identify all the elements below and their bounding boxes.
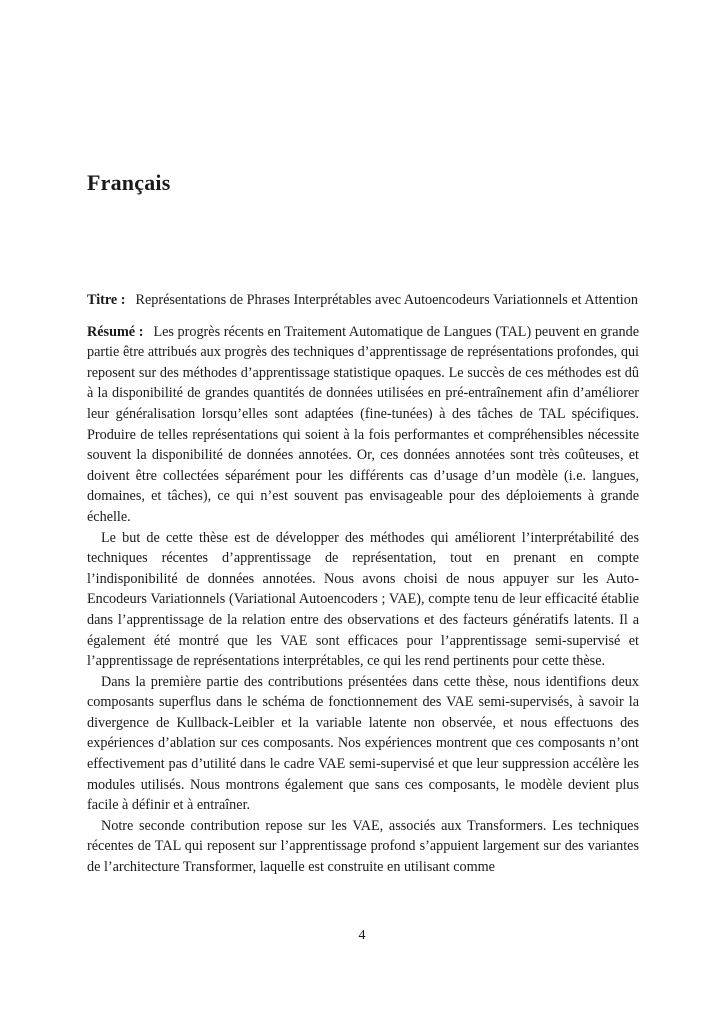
thesis-title-label: Titre : <box>87 292 126 308</box>
thesis-title-text: Représentations de Phrases Interprétables avec Autoencodeurs Variationnels et Attention <box>135 292 638 308</box>
abstract-label: Résumé : <box>87 323 144 340</box>
page-number: 4 <box>358 928 366 943</box>
abstract-paragraph-1 <box>87 322 639 528</box>
thesis-title-paragraph <box>87 290 639 311</box>
abstract-paragraph-4: Notre seconde contribution repose sur les VAE, associés aux Transformers. Les techniques récentes de TAL qui reposent sur l’apprentissage profond s’appuient largement sur des variantes de l’architecture Transformer, laquelle est construite en utilisant comme <box>87 817 639 876</box>
abstract-paragraph-2: Le but de cette thèse est de développer des méthodes qui améliorent l’interprétabilité des techniques récentes d’apprentissage de représentation, tout en prenant en compte l’indisponibilité de données annotées. Nous avons choisi de nous appuyer sur les Auto-Encodeurs Variationnels (Variational Autoencoders ; VAE), compte tenu de leur efficacité établie dans l’apprentissage de la relation entre des observations et des facteurs génératifs latents. Il a également été montré que les VAE sont efficaces pour l’apprentissage semi-supervisé et l’apprentissage de représentations interprétables, ce qui les rend pertinents pour cette thèse. <box>87 529 639 670</box>
abstract-paragraph-3: Dans la première partie des contributions présentées dans cette thèse, nous identifions deux composants superflus dans le schéma de fonctionnement des VAE semi-supervisés, à savoir la divergence de Kullback-Leibler et la variable latente non observée, et nous effectuons des expériences d’ablation sur ces composants. Nos expériences montrent que ces composants n’ont effectivement pas d’utilité dans le cadre VAE semi-supervisé et que leur suppression accélère les modules utilisés. Nous montrons également que sans ces composants, le modèle devient plus facile à définir et à entraîner. <box>87 673 639 814</box>
chapter-title: Français <box>87 170 171 195</box>
body-text <box>87 290 639 878</box>
abstract-paragraph-1-text: Les progrès récents en Traitement Automatique de Langues (TAL) peuvent en grande partie être attribués aux progrès des techniques d’apprentissage de représentations profondes, qui reposent sur des méthodes d’apprentissage statistique opaques. Le succès de ces méthodes est dû à la disponibilité de grandes quantités de données utilisées en pré-entraînement afin d’améliorer leur généralisation lorsqu’elles sont adaptées (fine-tunées) à des tâches de TAL spécifiques. Produire de telles représentations qui soient à la fois performantes et compréhensibles nécessite souvent la disponibilité de données annotées. Or, ces données annotées sont très coûteuses, et doivent être collectées séparément pour les différents cas d’usage d’un modèle (i.e. langues, domaines, et tâches), ce qui n’est souvent pas envisageable pour des déploiements à grande échelle. <box>87 323 639 525</box>
